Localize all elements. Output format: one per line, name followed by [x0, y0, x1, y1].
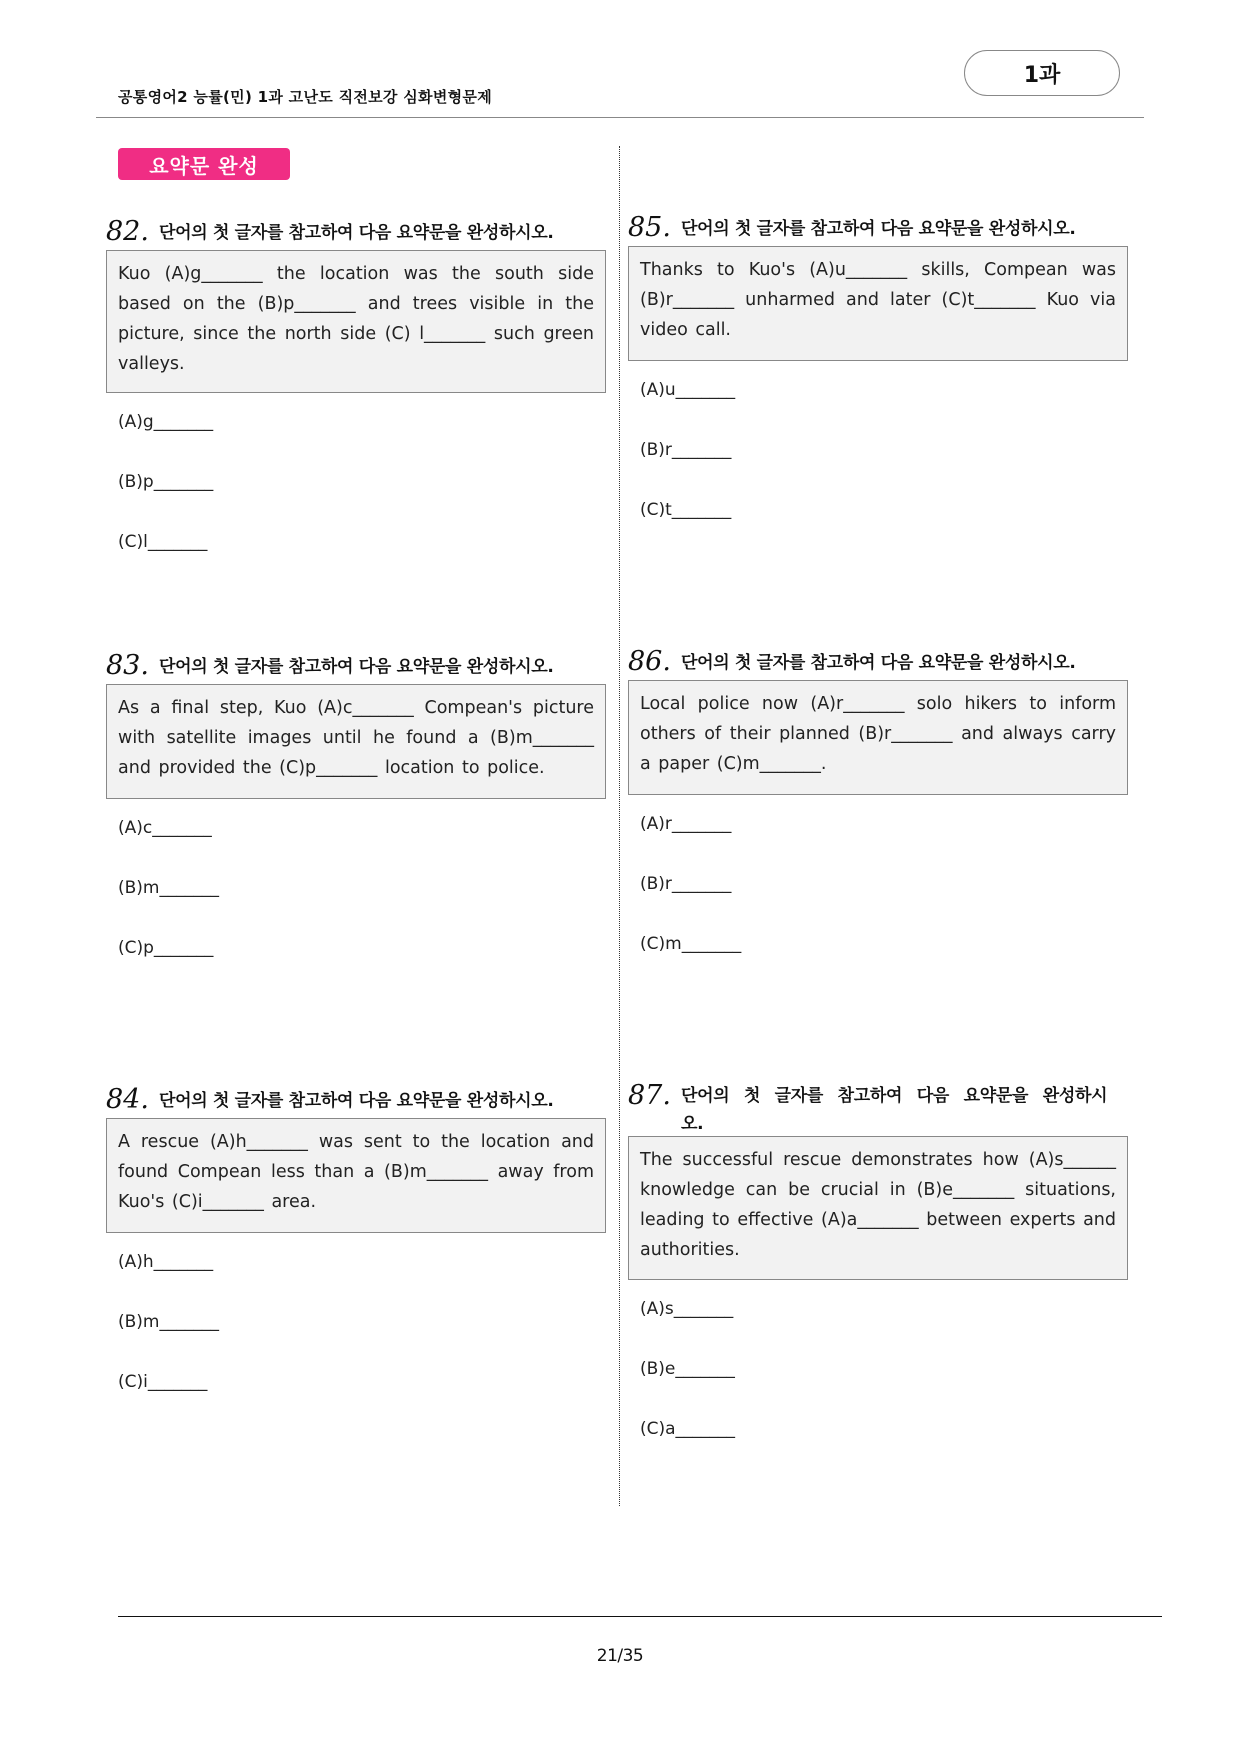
answer-blank-c[interactable]: (C)i_______: [118, 1372, 208, 1392]
answer-blank-c[interactable]: (C)l_______: [118, 532, 208, 552]
question-prompt: 단어의 첫 글자를 참고하여 다음 요약문을 완성하시오.: [680, 653, 1076, 673]
summary-passage-box: [106, 684, 606, 799]
question-number: 84.: [106, 1084, 149, 1115]
answer-blank-b[interactable]: (B)r_______: [640, 440, 732, 460]
answer-blank-c[interactable]: (C)p_______: [118, 938, 214, 958]
summary-passage-box: [628, 1136, 1128, 1280]
question-85: [628, 214, 1128, 555]
answer-blank-c[interactable]: (C)t_______: [640, 500, 732, 520]
question-number: 86.: [628, 646, 671, 677]
question-prompt: 단어의 첫 글자를 참고하여 다음 요약문을 완성하시오.: [680, 219, 1076, 239]
answer-list: [106, 813, 606, 993]
answer-blank-b[interactable]: (B)r_______: [640, 874, 732, 894]
question-83: [106, 652, 606, 993]
answer-blank-a[interactable]: (A)c_______: [118, 818, 212, 838]
column-divider: [619, 146, 620, 1506]
footer-divider: [118, 1616, 1162, 1617]
summary-passage: A rescue (A)h_______ was sent to the location and found Compean less than a (B)m_______ away from Kuo's (C)i_______ area.: [118, 1132, 594, 1212]
answer-blank-b[interactable]: (B)m_______: [118, 878, 219, 898]
question-prompt: 단어의 첫 글자를 참고하여 다음 요약문을 완성하시오.: [158, 657, 554, 677]
summary-passage: Local police now (A)r_______ solo hikers to inform others of their planned (B)r_______ and always carry a paper (C)m_______.: [640, 694, 1116, 774]
answer-blank-a[interactable]: (A)s_______: [640, 1299, 734, 1319]
question-84: [106, 1086, 606, 1427]
answer-blank-a[interactable]: (A)h_______: [118, 1252, 214, 1272]
page-number: 21/35: [596, 1646, 644, 1666]
answer-blank-b[interactable]: (B)p_______: [118, 472, 214, 492]
question-87: [628, 1082, 1128, 1474]
question-86: [628, 648, 1128, 989]
answer-blank-c[interactable]: (C)m_______: [640, 934, 742, 954]
answer-blank-a[interactable]: (A)r_______: [640, 814, 732, 834]
question-number: 85.: [628, 212, 671, 243]
chapter-label: 1과: [1023, 62, 1061, 88]
answer-list: [628, 1294, 1128, 1474]
answer-list: [628, 375, 1128, 555]
answer-blank-c[interactable]: (C)a_______: [640, 1419, 736, 1439]
answer-list: [106, 1247, 606, 1427]
answer-blank-b[interactable]: (B)e_______: [640, 1359, 735, 1379]
question-82: [106, 218, 606, 587]
summary-passage-box: [628, 246, 1128, 361]
summary-passage: The successful rescue demonstrates how (A)s______ knowledge can be crucial in (B)e_______ situations, leading to effective (A)a_______ between experts and authorities.: [640, 1150, 1116, 1260]
summary-passage-box: [106, 1118, 606, 1233]
answer-blank-a[interactable]: (A)g_______: [118, 412, 214, 432]
summary-passage-box: [628, 680, 1128, 795]
answer-blank-a[interactable]: (A)u_______: [640, 380, 736, 400]
document-title: 공통영어2 능률(민) 1과 고난도 직전보강 심화변형문제: [118, 88, 492, 106]
summary-passage: As a final step, Kuo (A)c_______ Compean's picture with satellite images until he found a (B)m_______ and provided the (C)p_______ location to police.: [118, 698, 594, 778]
answer-list: [106, 407, 606, 587]
chapter-badge: [964, 50, 1120, 96]
summary-passage: Kuo (A)g_______ the location was the south side based on the (B)p_______ and trees visible in the picture, since the north side (C) l_______ such green valleys.: [118, 264, 594, 374]
question-prompt: 단어의 첫 글자를 참고하여 다음 요약문을 완성하시오.: [158, 223, 554, 243]
header-divider: [96, 117, 1144, 118]
question-prompt: 단어의 첫 글자를 참고하여 다음 요약문을 완성하시오.: [158, 1091, 554, 1111]
summary-passage-box: [106, 250, 606, 393]
answer-list: [628, 809, 1128, 989]
summary-passage: Thanks to Kuo's (A)u_______ skills, Compean was (B)r_______ unharmed and later (C)t_______ Kuo via video call.: [640, 260, 1116, 340]
question-prompt: 단어의 첫 글자를 참고하여 다음 요약문을 완성하시오.: [680, 1086, 1108, 1134]
answer-blank-b[interactable]: (B)m_______: [118, 1312, 219, 1332]
question-number: 83.: [106, 650, 149, 681]
section-badge: [118, 148, 290, 180]
question-number: 87.: [628, 1080, 671, 1111]
section-label: 요약문 완성: [149, 153, 259, 178]
question-number: 82.: [106, 216, 149, 247]
